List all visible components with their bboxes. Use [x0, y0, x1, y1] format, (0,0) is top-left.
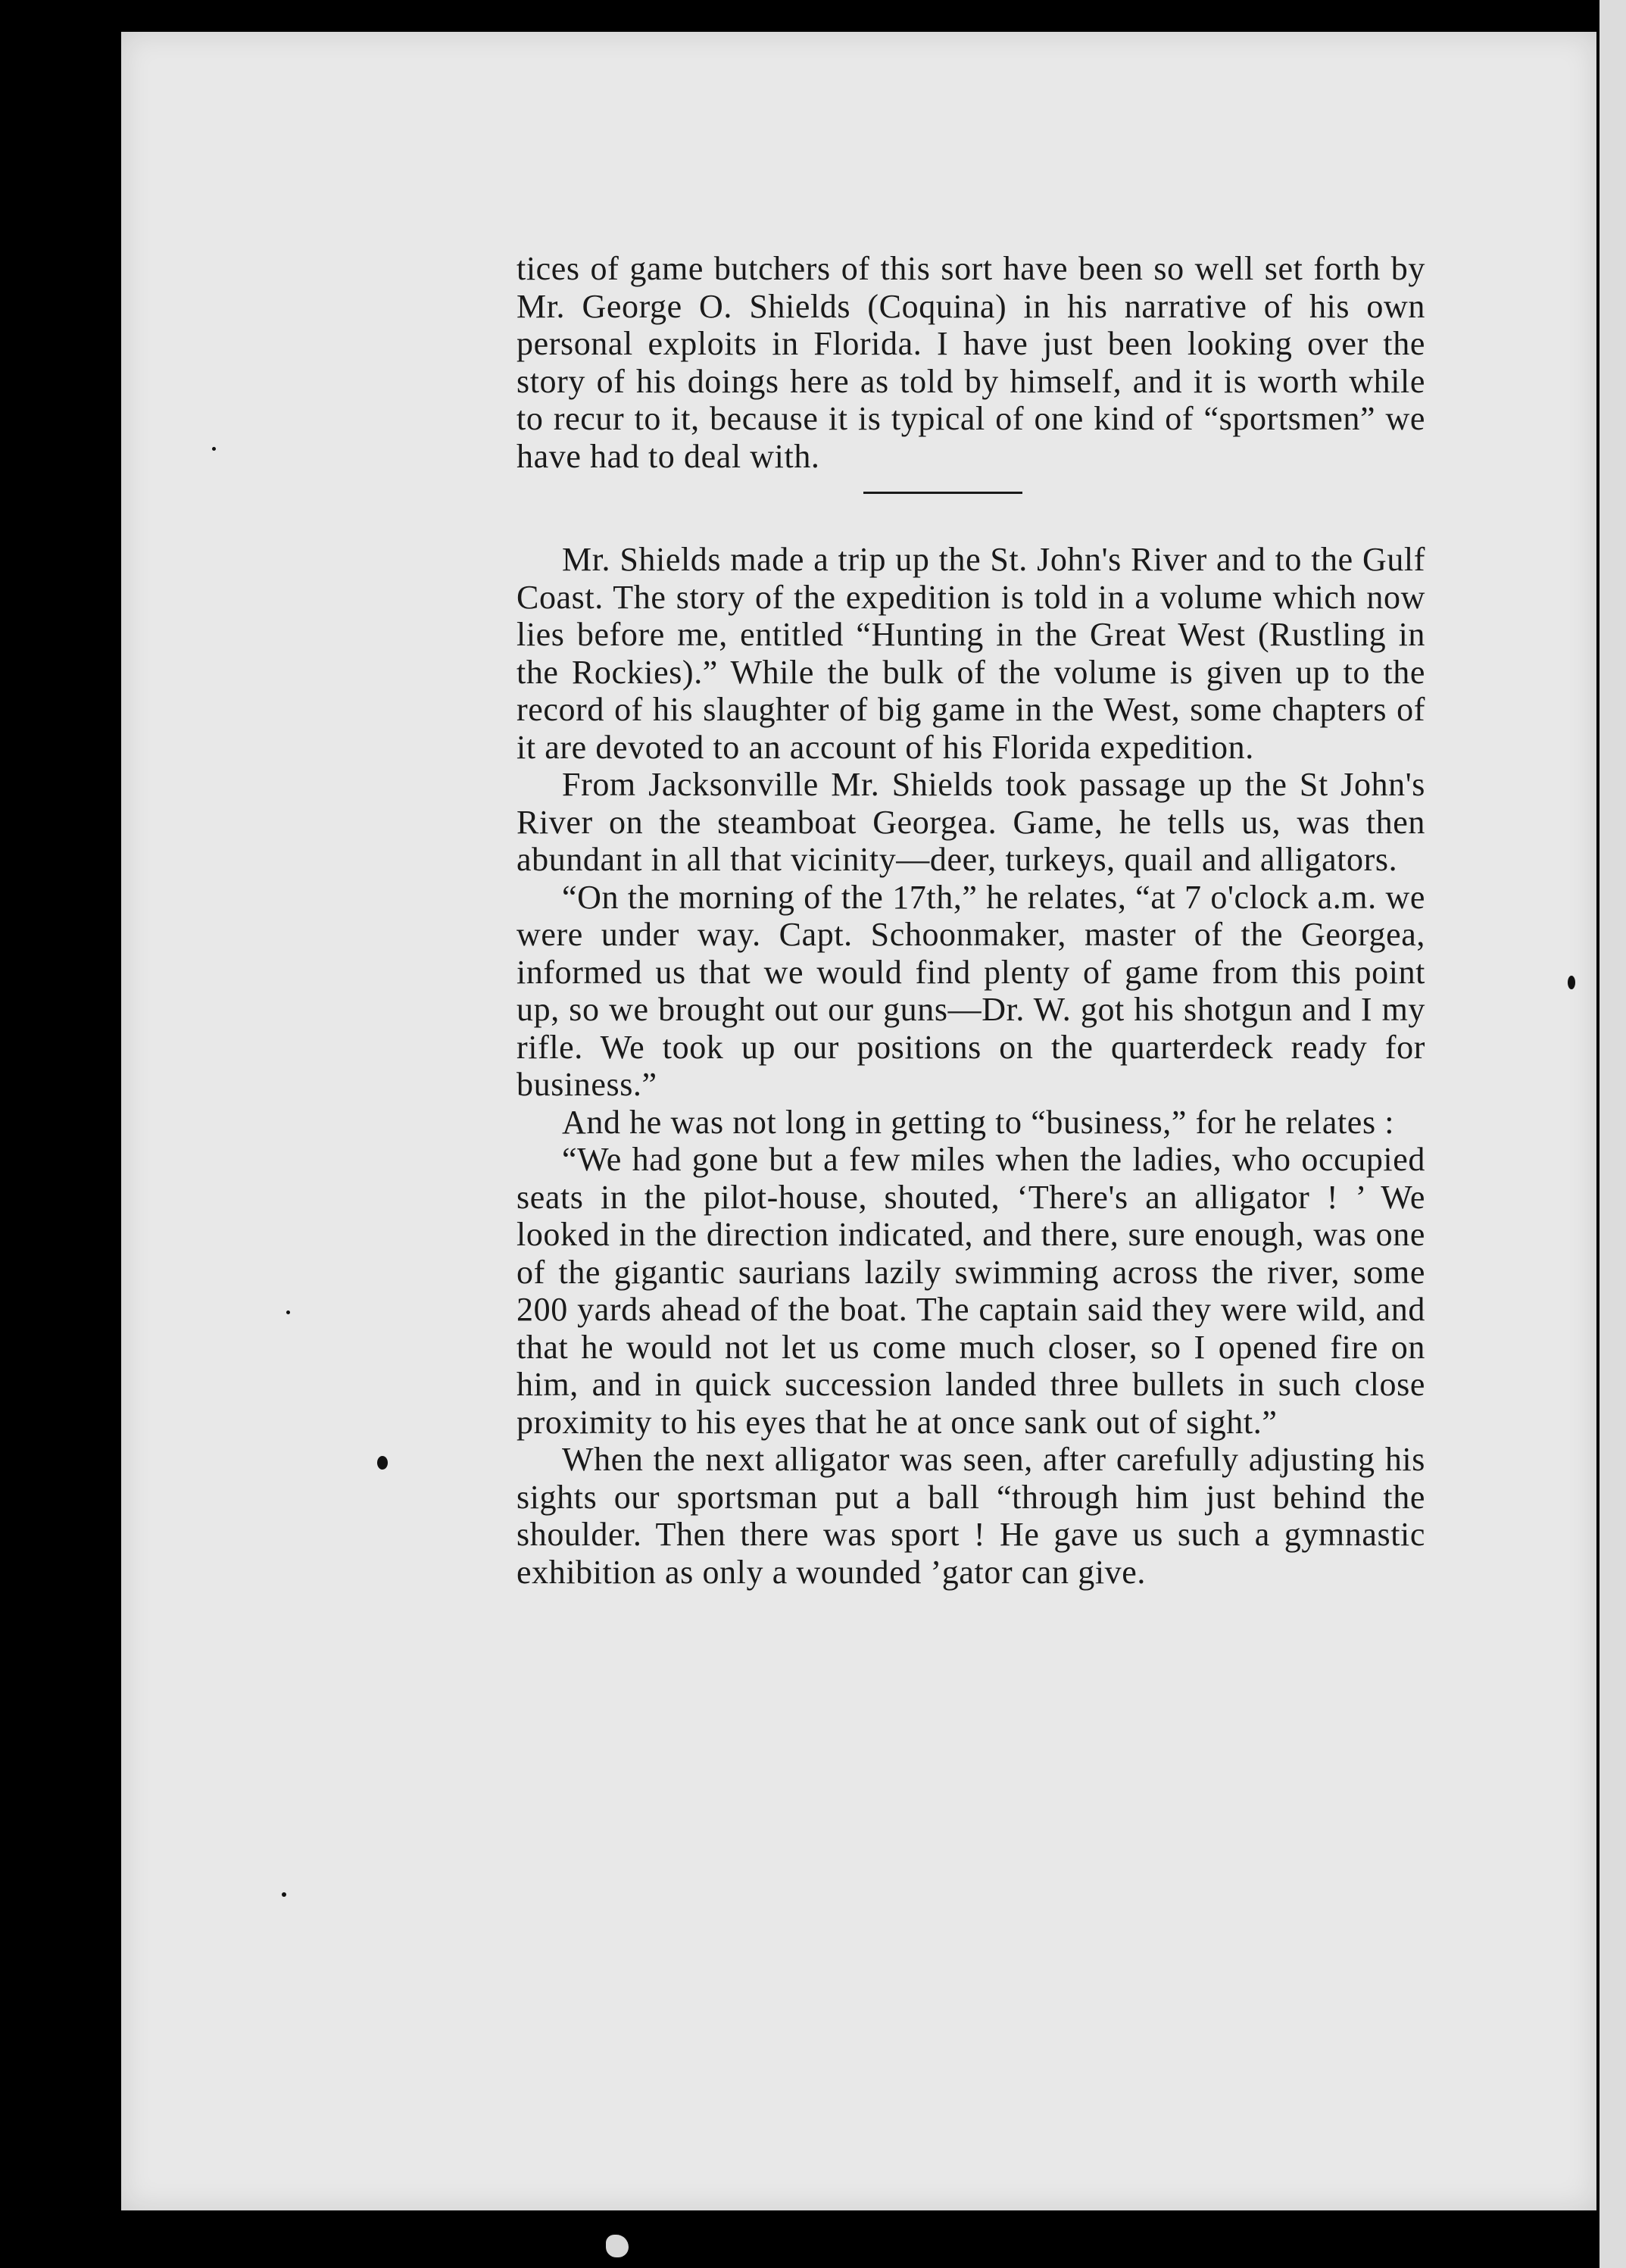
page-speck	[282, 1892, 286, 1897]
section-gap	[517, 494, 1425, 541]
page-speck	[377, 1456, 388, 1470]
paragraph: When the next alligator was seen, after carefully adjusting his sights our sportsman put a ball “through him just behind the shoulder. Then there was sport ! He gave us such a gymnastic exhibition as only a wounded ’gator can give.	[517, 1441, 1425, 1591]
page-speck	[212, 447, 216, 451]
page-speck	[286, 1311, 290, 1314]
scan-blemish	[606, 2235, 629, 2257]
paragraph: And he was not long in getting to “business,” for he relates :	[562, 1103, 1395, 1141]
adjacent-page-edge	[1599, 0, 1626, 2268]
paragraph: From Jacksonville Mr. Shields took passage up the St John's River on the steamboat Georgea. Game, he tells us, was then abundant in all that vicinity—deer, turkeys, quail and alligators.	[517, 766, 1425, 878]
page-speck	[1568, 976, 1575, 989]
paragraph: “We had gone but a few miles when the ladies, who occupied seats in the pilot-house, shouted, ‘There's an alligator ! ’ We looked in the direction indicated, and there, sure enough, was one of the gigantic saurians lazily swimming across the river, some 200 yards ahead of the boat. The captain said they were wild, and that he would not let us come much closer, so I opened fire on him, and in quick succession landed three bullets in such close proximity to his eyes that he at once sank out of sight.”	[517, 1141, 1425, 1441]
document-text	[517, 250, 1425, 1591]
paragraph: “On the morning of the 17th,” he relates, “at 7 o'clock a.m. we were under way. Capt. Schoonmaker, master of the Georgea, informed us that we would find plenty of game from this point up, so we brought out our guns—Dr. W. got his shotgun and I my rifle. We took up our positions on the quarterdeck ready for business.”	[517, 878, 1425, 1103]
paragraph: Mr. Shields made a trip up the St. John's River and to the Gulf Coast. The story of the expedition is told in a volume which now lies before me, entitled “Hunting in the Great West (Rustling in the Rockies).” While the bulk of the volume is given up to the record of his slaughter of big game in the West, some chapters of it are devoted to an account of his Florida expedition.	[517, 541, 1425, 766]
paragraph: tices of game butchers of this sort have been so well set forth by Mr. George O. Shields (Coquina) in his narrative of his own personal exploits in Florida. I have just been looking over the story of his doings here as told by himself, and it is worth while to recur to it, because it is typical of one kind of “sportsmen” we have had to deal with.	[517, 250, 1425, 475]
